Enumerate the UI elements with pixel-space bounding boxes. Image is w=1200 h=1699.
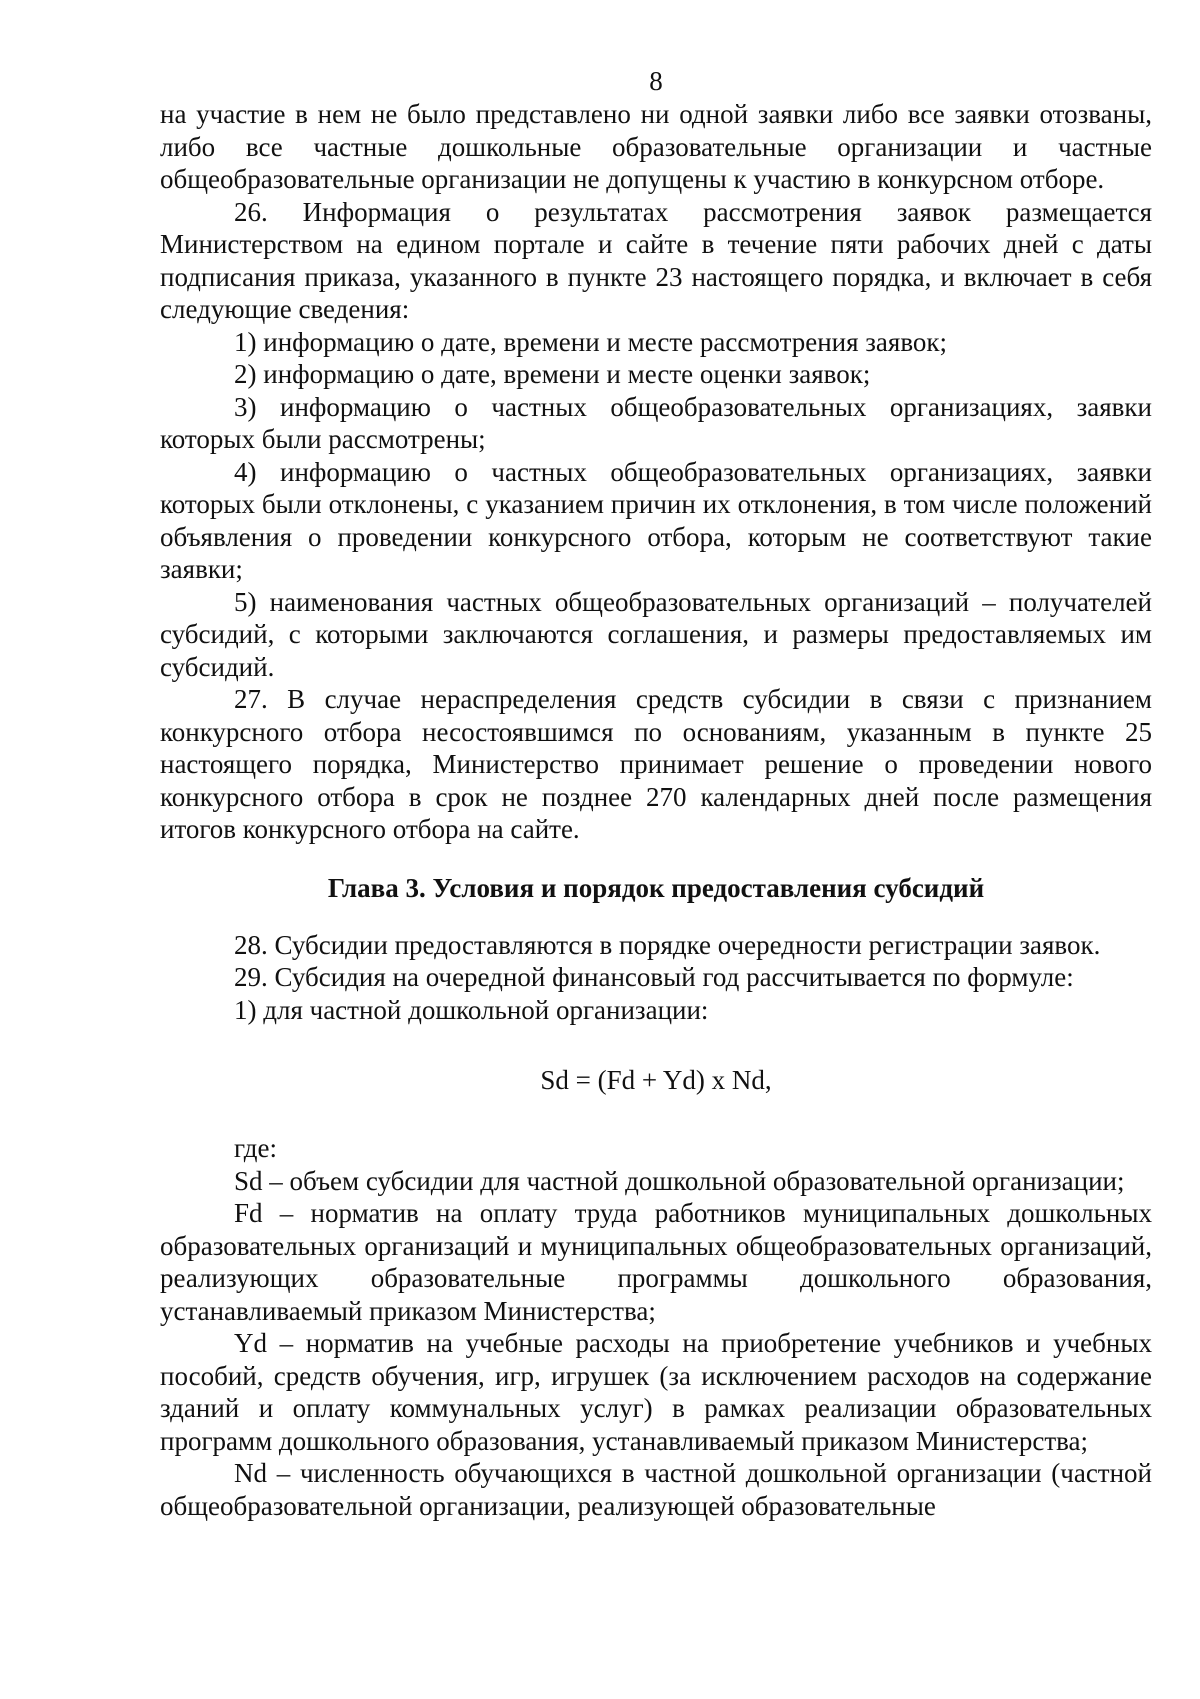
subitem-1: 1) для частной дошкольной организации: xyxy=(234,994,709,1025)
document-page xyxy=(160,66,1152,1522)
definition-sd: Sd – объем субсидии для частной дошкольной образовательной организации; xyxy=(234,1165,1125,1196)
list-item-1: 1) информацию о дате, времени и месте рассмотрения заявок; xyxy=(234,326,948,357)
paragraph-29: 29. Субсидия на очередной финансовый год рассчитывается по формуле: xyxy=(234,962,1074,992)
page-number: 8 xyxy=(649,66,663,96)
list-item-2: 2) информацию о дате, времени и месте оценки заявок; xyxy=(234,359,871,389)
paragraph-28: 28. Субсидии предоставляются в порядке очередности регистрации заявок. xyxy=(234,929,1101,960)
definition-nd: Nd – численность обучающихся в частной дошкольной организации (частной общеобразовательной организации, реализующей образовательные xyxy=(160,1458,1152,1521)
list-item-3: 3) информацию о частных общеобразовательных организациях, заявки которых были рассмотрены; xyxy=(160,391,1152,454)
formula: Sd = (Fd + Yd) x Nd, xyxy=(540,1065,772,1095)
paragraph-continuation: на участие в нем не было представлено ни одной заявки либо все заявки отозваны, либо все частные дошкольные образовательные организации и частные общеобразовательные организации не допущены к участию в конкурсном отборе. xyxy=(160,99,1152,194)
definition-fd: Fd – норматив на оплату труда работников муниципальных дошкольных образовательных организаций и муниципальных общеобразовательных организаций, реализующих образовательные программы дошкольного образования, устанавливаемый приказом Министерства; xyxy=(160,1198,1152,1326)
definition-yd: Yd – норматив на учебные расходы на приобретение учебников и учебных пособий, средств обучения, игр, игрушек (за исключением расходов на содержание зданий и оплату коммунальных услуг) в рамках реализации образовательных программ дошкольного образования, устанавливаемый приказом Министерства; xyxy=(160,1328,1152,1456)
definitions-intro: где: xyxy=(234,1133,277,1163)
list-item-4: 4) информацию о частных общеобразовательных организациях, заявки которых были отклонены, с указанием причин их отклонения, в том числе положений объявления о проведении конкурсного отбора, которым не соответствуют такие заявки; xyxy=(160,456,1152,584)
paragraph-26: 26. Информация о результатах рассмотрения заявок размещается Министерством на едином портале и сайте в течение пяти рабочих дней с даты подписания приказа, указанного в пункте 23 настоящего порядка, и включает в себя следующие сведения: xyxy=(160,196,1152,324)
paragraph-27: 27. В случае нераспределения средств субсидии в связи с признанием конкурсного отбора несостоявшимся по основаниям, указанным в пункте 25 настоящего порядка, Министерство принимает решение о проведении нового конкурсного отбора в срок не позднее 270 календарных дней после размещения итогов конкурсного отбора на сайте. xyxy=(160,684,1152,844)
chapter-heading: Глава 3. Условия и порядок предоставления субсидий xyxy=(327,872,985,903)
list-item-5: 5) наименования частных общеобразовательных организаций – получателей субсидий, с которыми заключаются соглашения, и размеры предоставляемых им субсидий. xyxy=(160,586,1152,682)
